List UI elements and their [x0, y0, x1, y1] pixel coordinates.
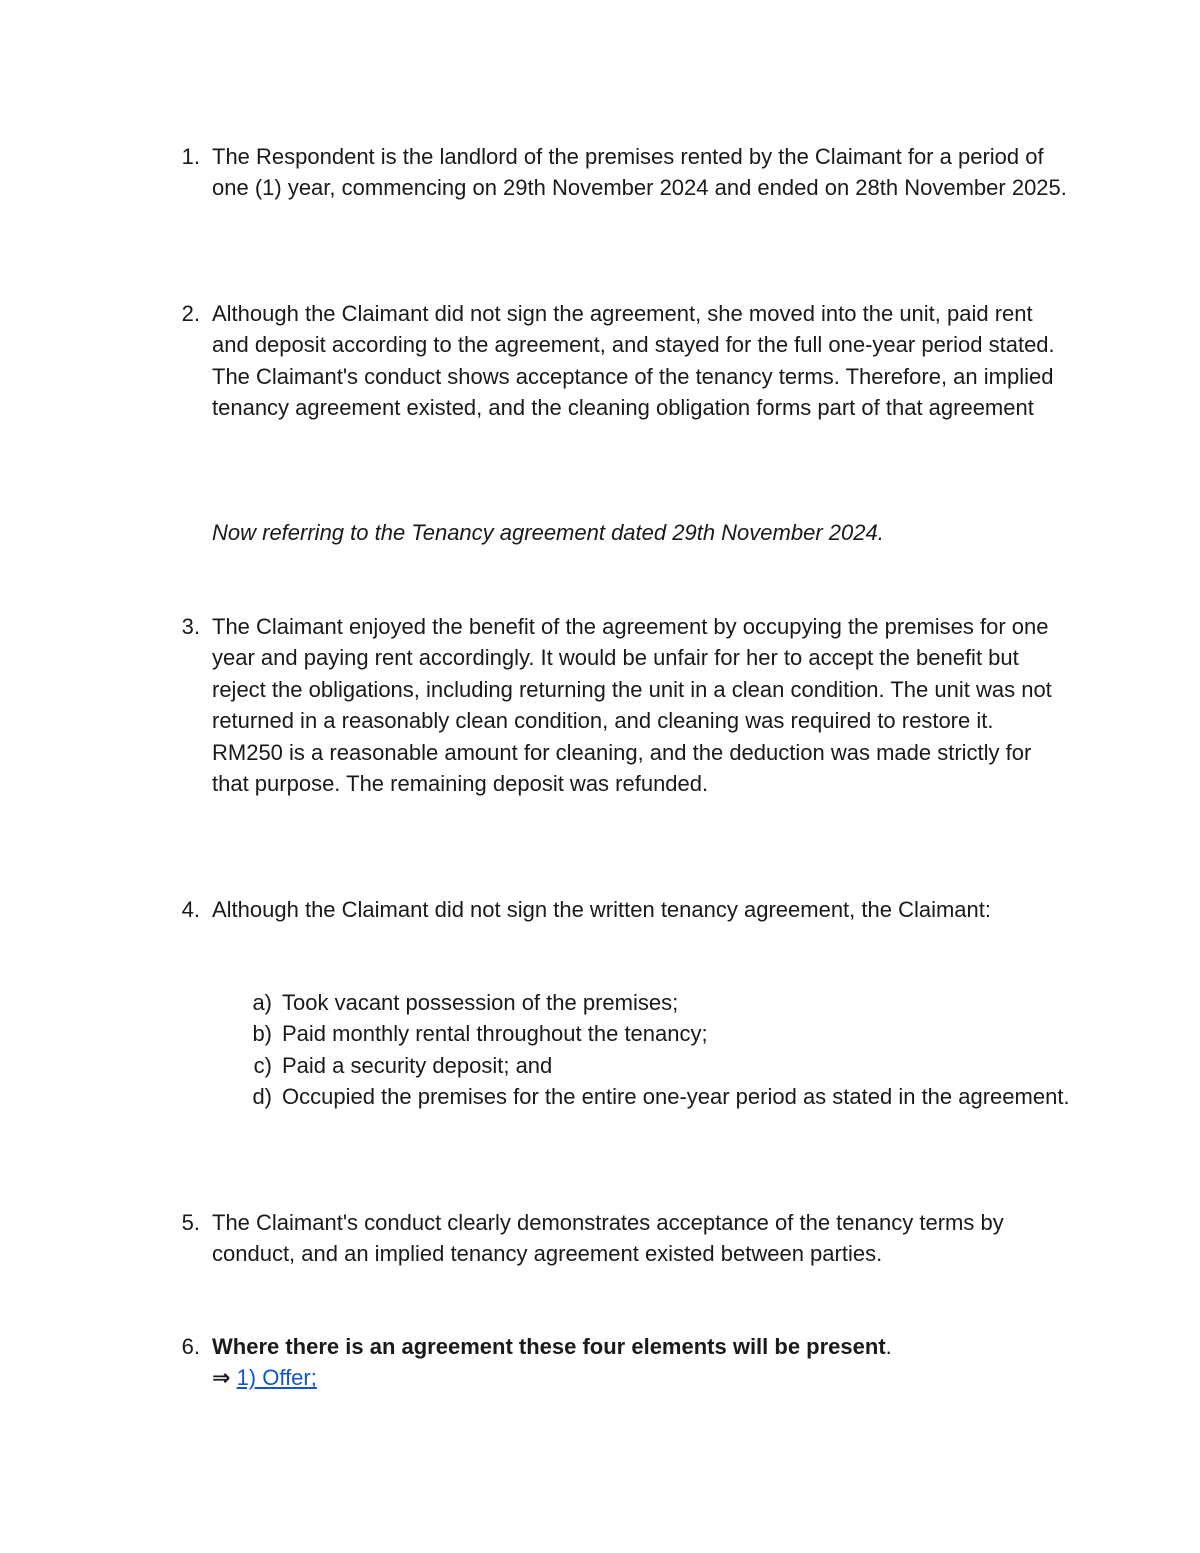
- sub-list: [240, 987, 1070, 1113]
- sub-list-item-b: [240, 1018, 1070, 1049]
- italic-note: Now referring to the Tenancy agreement dated 29th November 2024.: [212, 520, 884, 545]
- list-item-2: [170, 298, 1070, 424]
- list-number: 1.: [181, 144, 200, 169]
- sub-list-text: Took vacant possession of the premises;: [282, 990, 679, 1015]
- list-item-1: [170, 141, 1070, 204]
- list-item-text: Although the Claimant did not sign the written tenancy agreement, the Claimant:: [212, 897, 992, 922]
- list-item-6: [170, 1331, 1070, 1394]
- sub-list-label: b): [252, 1021, 272, 1047]
- sub-list-item-c: [240, 1050, 1070, 1081]
- list-number: 4.: [181, 897, 200, 922]
- list-item-text: Although the Claimant did not sign the agreement, she moved into the unit, paid rent and deposit according to the agreement, and stayed for the full one-year period stated. The Claimant's conduct shows acceptance of the tenancy terms. Therefore, an implied tenancy agreement existed, and the cleaning obligation forms part of that agreement: [212, 301, 1055, 421]
- heading-period: .: [885, 1334, 892, 1359]
- list-item-text: [212, 1331, 1070, 1394]
- sub-list-item-d: [240, 1081, 1070, 1112]
- list-item-5: [170, 1207, 1070, 1270]
- list-number: 2.: [181, 301, 200, 326]
- sub-list-item-a: [240, 987, 1070, 1018]
- sub-list-label: c): [253, 1052, 272, 1078]
- sub-list-text: Paid a security deposit; and: [282, 1052, 553, 1078]
- bold-heading: Where there is an agreement these four elements will be present: [212, 1334, 886, 1359]
- sub-list-text: Occupied the premises for the entire one-year period as stated in the agreement.: [282, 1084, 1070, 1110]
- list-item-text: The Respondent is the landlord of the premises rented by the Claimant for a period of one (1) year, commencing on 29th November 2024 and ended on 28th November 2025.: [212, 144, 1067, 201]
- list-item-3: [170, 611, 1070, 799]
- sub-list-text: Paid monthly rental throughout the tenancy;: [282, 1021, 708, 1047]
- list-number: 3.: [181, 614, 200, 639]
- list-item-text: The Claimant enjoyed the benefit of the agreement by occupying the premises for one year and paying rent accordingly. It would be unfair for her to accept the benefit but reject the obligations, including returning the unit in a clean condition. The unit was not returned in a reasonably clean condition, and cleaning was required to restore it. RM250 is a reasonable amount for cleaning, and the deduction was made strictly for that purpose. The remaining deposit was refunded.: [212, 614, 1052, 797]
- list-item-4: [170, 894, 1070, 925]
- list-item-text: The Claimant's conduct clearly demonstrates acceptance of the tenancy terms by conduct, and an implied tenancy agreement existed between parties.: [212, 1210, 1004, 1267]
- offer-link[interactable]: 1) Offer;: [236, 1365, 317, 1391]
- list-number: 5.: [181, 1210, 200, 1235]
- sub-list-label: d): [252, 1084, 272, 1110]
- sub-list-label: a): [252, 990, 272, 1015]
- arrow-icon: ⇒: [212, 1365, 231, 1391]
- list-number: 6.: [181, 1334, 200, 1359]
